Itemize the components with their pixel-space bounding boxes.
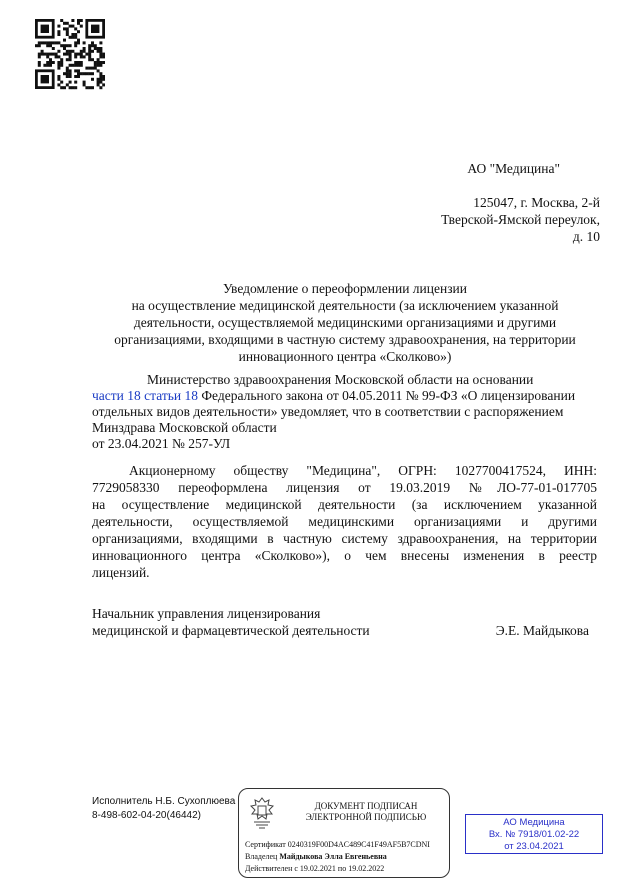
- executor-name: Исполнитель Н.Б. Сухоплюева: [92, 796, 236, 807]
- electronic-signature-stamp: [238, 788, 450, 878]
- stamp-header: [287, 801, 445, 823]
- document-title: [100, 280, 590, 365]
- owner-label: Владелец: [245, 852, 280, 861]
- coat-of-arms-icon: [245, 795, 279, 831]
- qr-code: [35, 14, 105, 94]
- certificate-owner: [245, 851, 450, 863]
- signature-block: [92, 605, 597, 639]
- paragraph-line: Минздрава Московской области: [92, 420, 277, 435]
- stamp-details: [245, 839, 450, 875]
- paragraph-line: организациями, входящими в частную систему здравоохранения, на территории: [92, 531, 597, 546]
- executor-info: [92, 795, 235, 823]
- paragraph-line: лицензий.: [92, 565, 150, 580]
- law-article-link[interactable]: части 18 статьи 18: [92, 388, 199, 403]
- recipient-address-block: [410, 160, 600, 245]
- recipient-company: АО "Медицина": [467, 161, 560, 176]
- title-line: на осуществление медицинской деятельности (за исключением указанной: [131, 298, 559, 313]
- paragraph-line: [92, 388, 597, 404]
- title-line: деятельности, осуществляемой медицинскими организациями и другими: [133, 315, 557, 330]
- paragraph-line: Министерство здравоохранения Московской области на основании: [147, 372, 534, 387]
- owner-name: Майдыкова Элла Евгеньевна: [279, 852, 387, 861]
- paragraph-line: от 23.04.2021 № 257-УЛ: [92, 436, 231, 451]
- certificate-number: Сертификат 0240319F00D4AC489C41F49AF5B7CDNI: [245, 840, 430, 849]
- paragraph-line: деятельности, осуществляемой медицинскими организациями и другими: [92, 514, 597, 529]
- paragraph-line: Акционерному обществу "Медицина", ОГРН: 1027700417524, ИНН:: [129, 463, 597, 478]
- notification-paragraph: [92, 372, 597, 452]
- address-line: Тверской-Ямской переулок,: [441, 212, 600, 227]
- paragraph-line: отдельных видов деятельности» уведомляет, что в соответствии с распоряжением: [92, 404, 564, 419]
- signer-position: медицинской и фармацевтической деятельности: [92, 623, 370, 638]
- signer-position: Начальник управления лицензирования: [92, 606, 321, 621]
- license-paragraph: [92, 462, 597, 581]
- certificate-validity: Действителен с 19.02.2021 по 19.02.2022: [245, 864, 385, 873]
- title-line: организациями, входящими в частную систему здравоохранения, на территории: [114, 332, 576, 347]
- paragraph-line: 7729058330 переоформлена лицензия от 19.03.2019 №ЛО-77-01-017705: [92, 480, 597, 495]
- reg-date: от 23.04.2021: [504, 841, 564, 852]
- paragraph-line-rest: Федерального закона от 04.05.2011 № 99-ФЗ «О лицензировании: [198, 388, 576, 403]
- incoming-registration-stamp: [465, 814, 603, 854]
- stamp-header-line: ЭЛЕКТРОННОЙ ПОДПИСЬЮ: [305, 812, 427, 822]
- paragraph-line: инновационного центра «Сколково»), о чем внесены изменения в реестр: [92, 548, 597, 563]
- reg-organization: АО Медицина: [503, 817, 565, 828]
- signer-name: Э.Е. Майдыкова: [495, 623, 589, 638]
- title-line: Уведомление о переоформлении лицензии: [223, 281, 467, 296]
- address-line: д. 10: [572, 229, 600, 244]
- reg-number: Вх. № 7918/01.02-22: [488, 829, 580, 840]
- executor-phone: 8-498-602-04-20(46442): [92, 810, 201, 821]
- stamp-header-line: ДОКУМЕНТ ПОДПИСАН: [314, 801, 418, 811]
- paragraph-line: на осуществление медицинской деятельности (за исключением указанной: [92, 497, 597, 512]
- title-line: инновационного центра «Сколково»): [238, 349, 452, 364]
- address-line: 125047, г. Москва, 2-й: [473, 195, 600, 210]
